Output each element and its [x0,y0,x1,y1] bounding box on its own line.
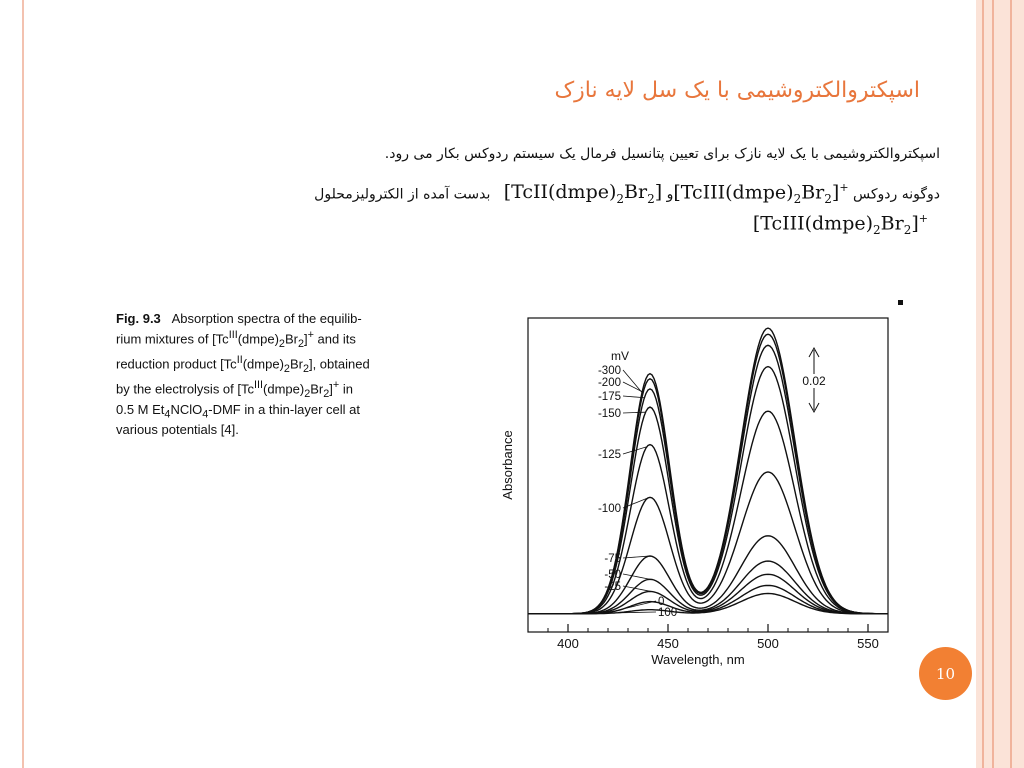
absorption-spectra-chart [490,310,900,670]
series-label--125: -125 [597,449,621,461]
body-text-suffix: بدست آمده از الکترولیزمحلول [314,186,491,203]
y-axis-label: Absorbance [500,430,515,500]
series-label--25: -25 [604,581,621,593]
caption-line-5: 0.5 M $Et_4NClO_4$-DMF in a thin-layer cell at [116,401,360,421]
series-label--75: -75 [604,553,621,565]
spectrum-curve--300 [528,328,888,614]
x-tick-label: 500 [757,636,779,651]
spectrum-curve--200 [528,334,888,614]
series-leader--50 [623,574,650,579]
series-leader--200 [623,382,643,392]
spectrum-curve--175 [528,345,888,614]
body-text-line-2 [314,181,940,206]
series-label--100: -100 [597,503,621,515]
scale-bar-label: 0.02 [802,374,826,388]
body-text-line-3 [753,212,928,237]
body-text-line-1: اسپکتروالکتروشیمی با یک لایه نازک برای تعیین پتانسیل فرمال یک سیستم ردوکس بکار می رود. [384,146,940,162]
spectrum-curve--100 [528,472,888,614]
series-leader--150 [623,412,646,413]
body-text-and: و [666,186,674,203]
series-label--200: -200 [597,377,621,389]
series-label--300: -300 [597,365,621,377]
x-tick-label: 550 [857,636,879,651]
series-leader--300 [623,370,642,393]
slide-frame-right-line [992,0,994,768]
plot-frame [528,318,888,632]
spectrum-curve--125 [528,411,888,614]
formula-tc3-second: $[TcIII(dmpe)_2Br_2]^+$ [752,212,928,238]
x-tick-label: 400 [557,636,579,651]
figure-caption [116,311,476,438]
caption-line-3: reduction product $[Tc^{II}(dmpe)_2Br_2]$, obtained [116,353,370,375]
series-leader--25 [623,586,652,592]
caption-line-2: rium mixtures of $[Tc^{III}(dmpe)_2Br_2]^+$ and its [116,329,356,350]
x-axis-label: Wavelength, nm [651,652,745,667]
page-number-badge [919,647,972,700]
series-label--175: -175 [597,391,621,403]
formula-tc3: $[TcIII(dmpe)_2Br_2]^+$ [673,181,849,207]
body-text-prefix: دوگونه ردوکس [852,186,940,203]
series-label--50: -50 [604,569,621,581]
caption-line-4: by the electrolysis of $[Tc^{III}(dmpe)_2Br_2]^+$ in [116,378,353,400]
series-label-100: 100 [658,607,678,619]
slide-title: اسپکتروالکتروشیمی با یک سل لایه نازک [554,78,920,103]
series-label--150: -150 [597,408,621,420]
caption-line-1: Fig. 9.3 Absorption spectra of the equilib- [116,311,362,326]
bullet-dot [898,300,903,305]
slide-frame-right-line [1010,0,1012,768]
x-tick-label: 450 [657,636,679,651]
caption-figure-label: Fig. 9.3 [116,311,161,326]
slide-frame-right-line [982,0,984,768]
caption-line-6: various potentials [4]. [116,422,239,438]
formula-tc2: $[TcII(dmpe)_2Br_2]$ [503,181,663,207]
units-label: mV [611,349,629,363]
slide-frame-left-line [22,0,24,768]
series-label-0: 0 [658,596,665,608]
page-number: 10 [935,664,956,683]
spectrum-curve--150 [528,367,888,614]
